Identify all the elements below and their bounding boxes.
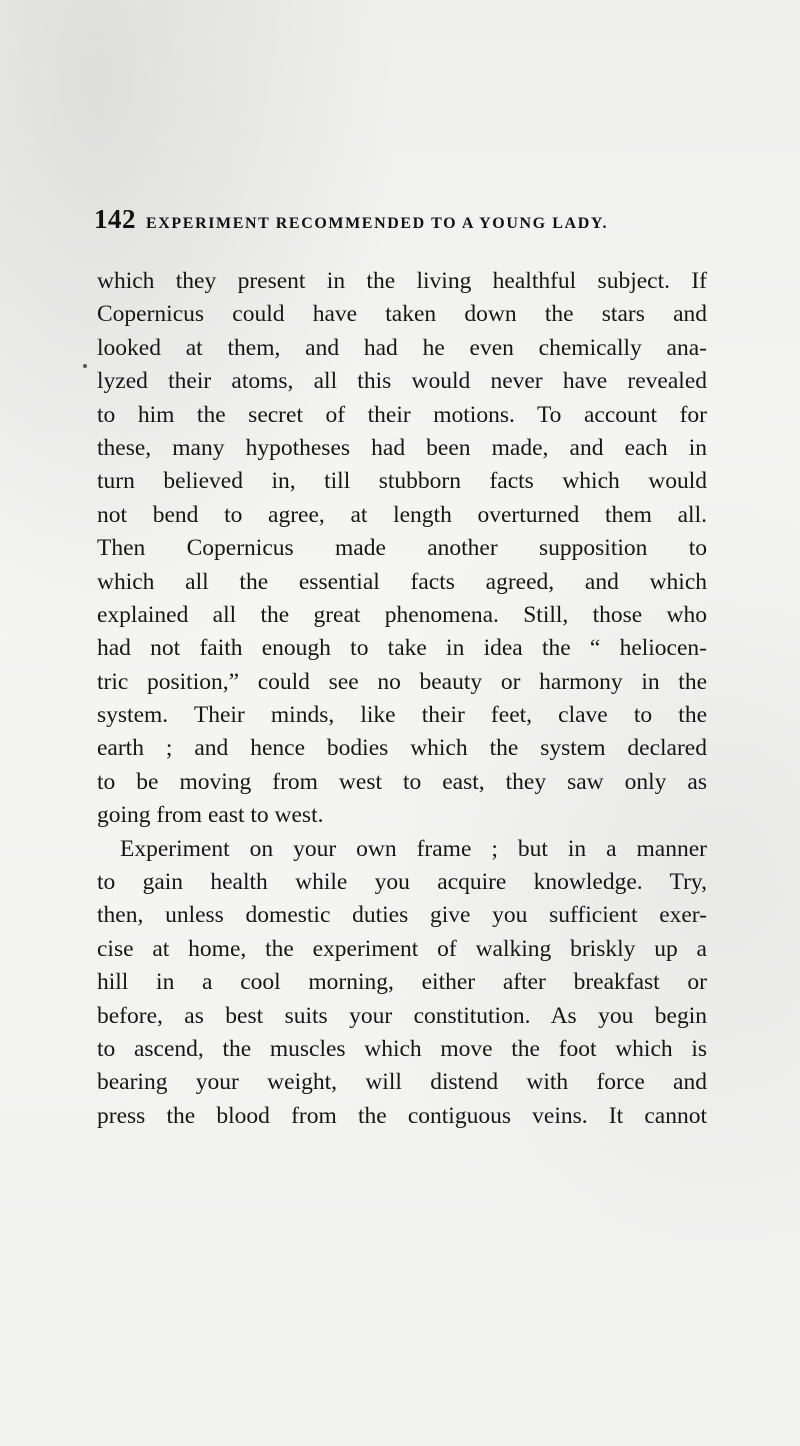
text-line: earth ; and hence bodies which the system declared (97, 735, 707, 762)
text-line: these, many hypotheses had been made, and each in (97, 434, 707, 461)
text-line: to gain health while you acquire knowledge. Try, (97, 869, 707, 896)
text-line: hill in a cool morning, either after breakfast or (97, 969, 707, 996)
text-line: lyzed their atoms, all this would never have revealed (97, 368, 707, 395)
running-title: EXPERIMENT RECOMMENDED TO A YOUNG LADY. (146, 215, 609, 232)
text-line: then, unless domestic duties give you sufficient exer- (97, 902, 707, 929)
text-line: turn believed in, till stubborn facts which would (97, 468, 707, 495)
text-line: cise at home, the experiment of walking briskly up a (97, 935, 707, 962)
text-line: Then Copernicus made another supposition to (97, 535, 707, 562)
text-line: had not faith enough to take in idea the “ heliocen- (97, 635, 707, 662)
text-line: press the blood from the contiguous veins. It cannot (97, 1102, 707, 1129)
text-line: to be moving from west to east, they saw only as (97, 768, 707, 795)
text-line: which all the essential facts agreed, and which (97, 568, 707, 595)
text-line: bearing your weight, will distend with force and (97, 1069, 707, 1096)
text-line: not bend to agree, at length overturned them all. (97, 501, 707, 528)
text-line: Copernicus could have taken down the stars and (97, 301, 707, 328)
running-head (94, 204, 694, 235)
text-line: tric position,” could see no beauty or harmony in the (97, 668, 707, 695)
text-line: Experiment on your own frame ; but in a manner (120, 835, 707, 862)
body-text (97, 265, 707, 1133)
text-line: to him the secret of their motions. To account for (97, 401, 707, 428)
text-line: which they present in the living healthful subject. If (97, 268, 707, 294)
text-line: looked at them, and had he even chemically ana- (97, 334, 707, 361)
text-line: to ascend, the muscles which move the foot which is (97, 1035, 707, 1062)
text-line: before, as best suits your constitution. As you begin (97, 1002, 707, 1029)
page-number: 142 (94, 204, 136, 234)
text-line: explained all the great phenomena. Still, those who (97, 601, 707, 628)
text-line: going from east to west. (97, 802, 324, 829)
text-line: system. Their minds, like their feet, clave to the (97, 702, 707, 729)
margin-mark (83, 364, 87, 368)
